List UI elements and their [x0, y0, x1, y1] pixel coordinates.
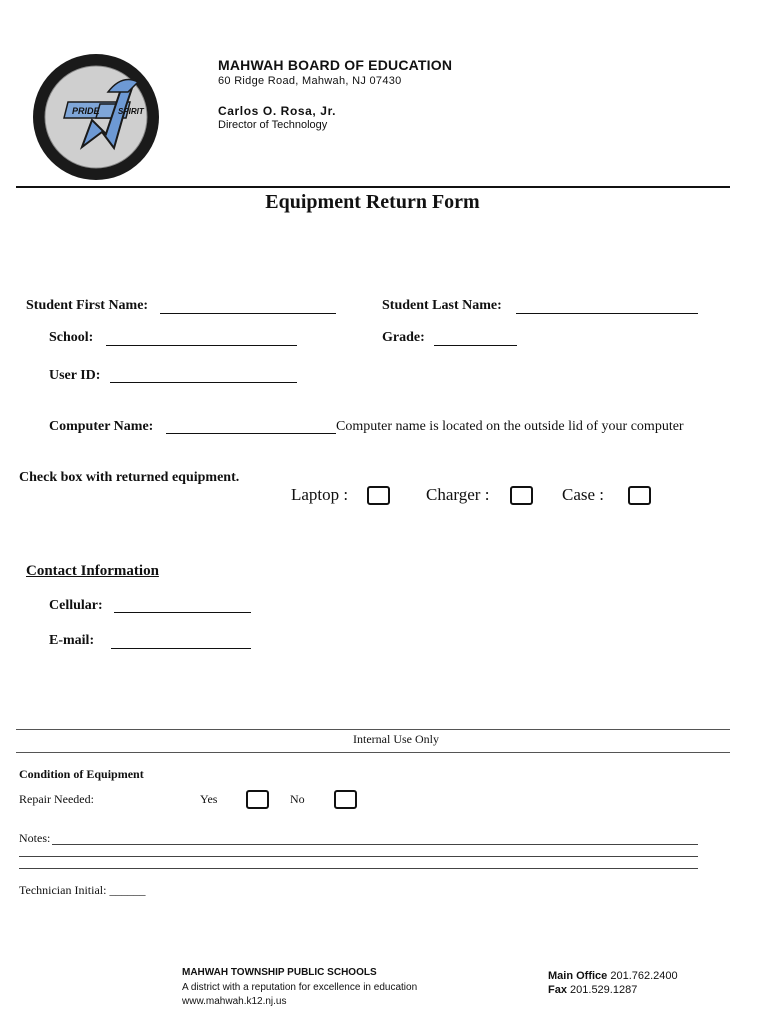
form-title: Equipment Return Form: [265, 191, 480, 213]
footer-website[interactable]: www.mahwah.k12.nj.us: [182, 996, 287, 1007]
user-id-label: User ID:: [49, 368, 101, 383]
notes-line-2[interactable]: [19, 856, 698, 857]
school-label: School:: [49, 330, 94, 345]
cellular-label: Cellular:: [49, 598, 103, 613]
fax-label: Fax: [548, 984, 567, 996]
director-name: Carlos O. Rosa, Jr.: [218, 104, 337, 118]
laptop-checkbox[interactable]: [367, 486, 390, 505]
notes-line-1[interactable]: [52, 844, 698, 845]
first-name-field[interactable]: [160, 313, 336, 314]
first-name-label: Student First Name:: [26, 298, 149, 313]
last-name-field[interactable]: [516, 313, 698, 314]
repair-label: Repair Needed:: [19, 792, 94, 806]
school-field[interactable]: [106, 345, 297, 346]
internal-use-banner: Internal Use Only: [353, 732, 439, 746]
footer-district: MAHWAH TOWNSHIP PUBLIC SCHOOLS: [182, 967, 377, 978]
repair-yes-checkbox[interactable]: [246, 790, 269, 809]
main-office-label: Main Office: [548, 970, 608, 982]
user-id-field[interactable]: [110, 382, 297, 383]
director-title: Director of Technology: [218, 119, 328, 131]
email-field[interactable]: [111, 648, 251, 649]
org-address: 60 Ridge Road, Mahwah, NJ 07430: [218, 75, 402, 87]
case-label: Case :: [562, 485, 605, 504]
svg-text:SPIRIT: SPIRIT: [118, 107, 144, 116]
header-divider: [16, 186, 730, 188]
svg-text:PRIDE: PRIDE: [72, 106, 100, 116]
charger-label: Charger :: [426, 485, 490, 504]
grade-field[interactable]: [434, 345, 517, 346]
charger-checkbox[interactable]: [510, 486, 533, 505]
internal-bottom-rule: [16, 752, 730, 753]
main-office-phone: 201.762.2400: [610, 970, 678, 982]
computer-name-label: Computer Name:: [49, 419, 154, 434]
fax-number: 201.529.1287: [570, 984, 638, 996]
laptop-label: Laptop :: [291, 485, 349, 504]
org-name: MAHWAH BOARD OF EDUCATION: [218, 57, 453, 73]
email-label: E-mail:: [49, 633, 95, 648]
repair-no-checkbox[interactable]: [334, 790, 357, 809]
last-name-label: Student Last Name:: [382, 298, 502, 313]
internal-top-rule: [16, 729, 730, 730]
cellular-field[interactable]: [114, 612, 251, 613]
notes-line-3[interactable]: [19, 868, 698, 869]
contact-heading: Contact Information: [26, 563, 159, 579]
computer-name-hint: Computer name is located on the outside lid of your computer: [336, 419, 684, 434]
repair-no-label: No: [290, 792, 305, 806]
checkbox-prompt: Check box with returned equipment.: [19, 470, 240, 485]
grade-label: Grade:: [382, 330, 425, 345]
footer-main-office: [548, 970, 678, 982]
repair-yes-label: Yes: [200, 792, 218, 806]
case-checkbox[interactable]: [628, 486, 651, 505]
condition-heading: Condition of Equipment: [19, 767, 144, 781]
notes-label: Notes:: [19, 831, 51, 845]
footer-fax: [548, 984, 637, 996]
footer-tagline: A district with a reputation for excellence in education: [182, 982, 418, 993]
technician-initial: Technician Initial: ______: [19, 883, 146, 897]
computer-name-field[interactable]: [166, 433, 336, 434]
district-logo: [30, 52, 162, 182]
